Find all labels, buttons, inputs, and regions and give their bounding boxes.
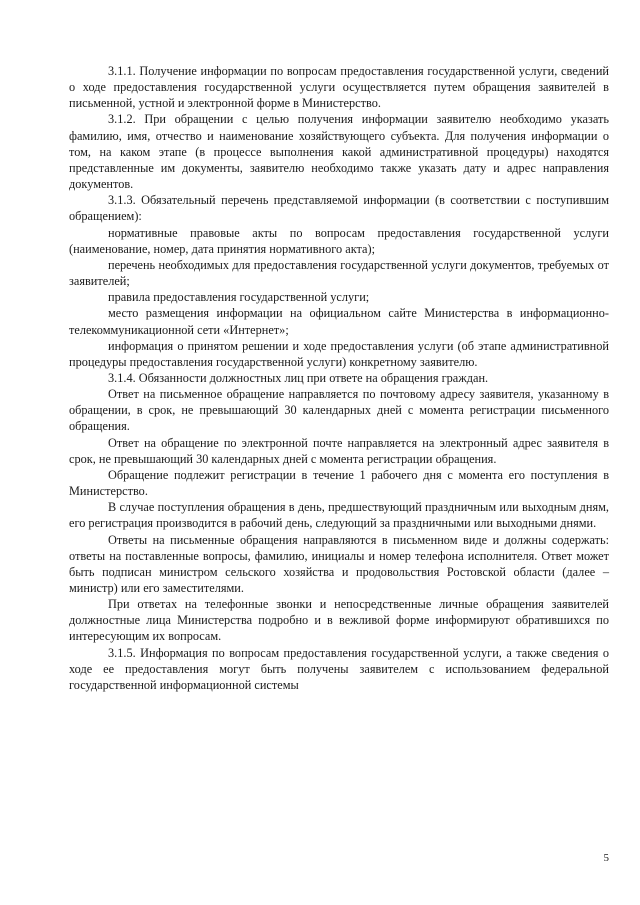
paragraph-registration: Обращение подлежит регистрации в течение 1 рабочего дня с момента его поступления в Министерство.	[69, 467, 609, 499]
paragraph-phone-reply: При ответах на телефонные звонки и непосредственные личные обращения заявителей должностные лица Министерства подробно и в вежливой форме информируют обратившихся по интересующим их вопросам.	[69, 597, 609, 644]
page-number: 5	[603, 852, 609, 864]
paragraph-written-reply: Ответ на письменное обращение направляется по почтовому адресу заявителя, указанному в обращении, в срок, не превышающий 30 календарных дней с момента регистрации письменного обращения.	[69, 387, 609, 434]
list-item-service-rules: правила предоставления государственной услуги;	[108, 290, 370, 305]
paragraph-3-1-2: 3.1.2. При обращении с целью получения информации заявителю необходимо указать фамилию, имя, отчество и наименование хозяйствующего субъекта. Для получения информации о том, на каком этапе (в процессе выполнения какой административной процедуры) находятся представленные им документы, заявителю необходимо также указать дату и адрес направления документов.	[69, 112, 609, 192]
paragraph-holiday-registration: В случае поступления обращения в день, предшествующий праздничным или выходным дням, его регистрация производится в рабочий день, следующий за праздничными или выходными днями.	[69, 500, 609, 531]
paragraph-reply-content: Ответы на письменные обращения направляются в письменном виде и должны содержать: ответы на поставленные вопросы, фамилию, инициалы и номер телефона исполнителя. Ответ может быть подписан министром сельского хозяйства и продовольствия Ростовской области (далее – министр) или его заместителями.	[69, 532, 609, 595]
list-item-document-list: перечень необходимых для предоставления государственной услуги документов, требуемых от заявителей;	[69, 257, 609, 289]
paragraph-email-reply: Ответ на обращение по электронной почте направляется на электронный адрес заявителя в срок, не превышающий 30 календарных дней с момента регистрации обращения.	[69, 435, 609, 466]
list-item-website-location: место размещения информации на официальном сайте Министерства в информационно-телекоммуникационной сети «Интернет»;	[69, 306, 609, 337]
paragraph-3-1-5: 3.1.5. Информация по вопросам предоставления государственной услуги, а также сведения о ходе ее предоставления могут быть получены заявителем с использованием федеральной государственной информационной системы	[69, 645, 609, 692]
paragraph-3-1-1: 3.1.1. Получение информации по вопросам предоставления государственной услуги, сведений о ходе предоставления государственной услуги осуществляется путем обращения заявителей в письменной, устной и электронной форме в Министерство.	[69, 64, 609, 111]
list-item-decision-info: информация о принятом решении и ходе предоставления услуги (об этапе административной процедуры предоставления государственной услуги) конкретному заявителю.	[69, 338, 609, 369]
paragraph-3-1-3: 3.1.3. Обязательный перечень представляемой информации (в соответствии с поступившим обращением):	[69, 193, 609, 224]
list-item-normative-acts: нормативные правовые акты по вопросам предоставления государственной услуги (наименование, номер, дата принятия нормативного акта);	[69, 225, 609, 256]
document-body	[69, 63, 609, 693]
paragraph-3-1-4: 3.1.4. Обязанности должностных лиц при ответе на обращения граждан.	[108, 370, 489, 385]
